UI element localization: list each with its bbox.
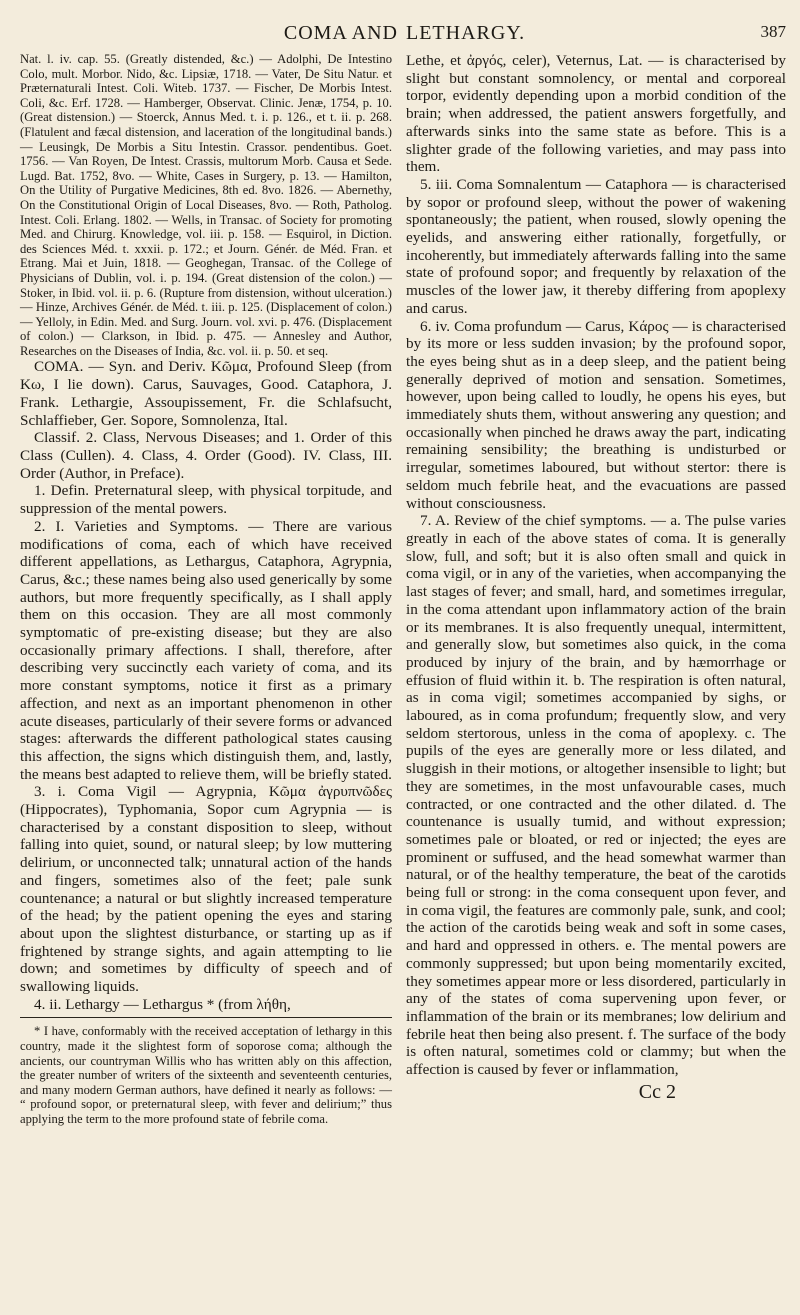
header-right-title: LETHARGY. [406, 22, 526, 44]
footnote-divider [20, 1017, 392, 1018]
header-left-title: COMA AND [283, 22, 398, 44]
signature-mark: Cc 2 [638, 1080, 676, 1103]
running-header [20, 22, 786, 48]
varieties-paragraph: 2. I. Varieties and Symptoms. — There are various modifications of coma, each of which have received different appellations, as Lethargus, Cataphora, Agrypnia, Carus, &c.; these names being also used generically by some authors, but more frequently specifically, as I shall apply them on this occasion. They are all most commonly symptomatic of pre-existing disease; but they are also occasionally primary affections. I shall, therefore, after describing very succinctly each variety of coma, and its more constant symptoms, notice it first as a primary affection, and next as an important phenomenon in other acute diseases, particularly of their severe forms or advanced stages: afterwards the different pathological states causing this affection, the signs which distinguish them, and, lastly, the means best adapted to relieve them, will be briefly stated. [20, 517, 392, 783]
classification-paragraph: Classif. 2. Class, Nervous Diseases; and 1. Order of this Class (Cullen). 4. Class, 4. Order (Good). IV. Class, III. Order (Author, in Preface). [20, 429, 392, 482]
definition-paragraph: 1. Defin. Preternatural sleep, with physical torpitude, and suppression of the mental powers. [20, 482, 392, 518]
two-columns [20, 52, 786, 1127]
left-column [20, 52, 392, 1127]
coma-vigil-paragraph: 3. i. Coma Vigil — Agrypnia, Kῶμα ἀγρυπνῶδες (Hippocrates), Typhomania, Sopor cum Agrypnia — is characterised by a constant disposition to sleep, without falling into quiet, sound, or natural sleep; by low muttering delirium, or unconnected talk; unnatural action of the hands and fingers, sometimes also of the feet; pale sunk countenance; a natural or but slightly increased temperature of the head; by the patient opening the eyes and staring about upon the slightest disturbance, or starting up as if frightened by strange sights, and again attempting to lie down; and sometimes by difficulty of speech and of swallowing liquids. [20, 783, 392, 996]
coma-profundum-paragraph: 6. iv. Coma profundum — Carus, Kάρος — is characterised by its more or less sudden invasion; by the profound sopor, the eyes being shut as in a deep sleep, and the patient being generally deprived of motion and sensation. Sometimes, however, upon being called to loudly, he opens his eyes, but immediately shuts them, without answering any question; and occasionally when pinched he draws away the part, indicating remaining sensibility; the breathing is undisturbed or irregular, sometimes laboured, but without stertor: there is seldom much febrile heat, and the evacuations are passed without consciousness. [406, 317, 786, 512]
lethargy-continued-paragraph: Lethe, et ἀργός, celer), Veternus, Lat. — is characterised by slight but constant somnolency, or mental and corporeal torpor, evidently depending upon a morbid condition of the brain; when addressed, the patient answers forgetfully, and afterwards sinks into the same state as before. This is a slighter grade of the following varieties, and may pass into them. [406, 52, 786, 176]
header-right [406, 22, 786, 45]
symptoms-review-paragraph: 7. A. Review of the chief symptoms. — a. The pulse varies greatly in each of the above states of coma. It is generally slow, full, and soft; but it is also often small and quick in coma vigil, or in any of the varieties, when accompanying the last stages of fever; and small, hard, and sometimes irregular, in the coma attendant upon inflammatory action of the brain or its membranes. It is also frequently unequal, intermittent, and generally slow, but sometimes also quick, in the coma produced by injury of the brain, and by hæmorrhage or effusion of fluid within it. b. The respiration is often natural, as in coma vigil; sometimes accompanied by sighs, or laboured, as in coma profundum; frequently slow, and very seldom stertorous, unless in the coma of apoplexy. c. The pupils of the eyes are generally more or less dilated, and sluggish in their motions, or altogether insensible to light; but they are sometimes, in the most unfavourable cases, much contracted, or one contracted and the other dilated. d. The countenance is usually tumid, and without expression; sometimes pale or bloated, or red or injected; the eyes are prominent or suffused, and the head somewhat warmer than natural, or of the healthy temperature, the beat of the carotids being full or strong: in the coma consequent upon fever, and in coma vigil, the features are commonly pale, sunk, and cool; the action of the carotids being weak and soft in some cases, and hard and oppressed in others. e. The mental powers are commonly suppressed; but upon being momentarily excited, they sometimes appear more or less disordered, particularly in any of the states of coma supervening upon fever, or inflammation of the brain or its membranes; low delirium and febrile heat then being also present. f. The surface of the body is often natural, sometimes cold or clammy; but when the affection is caused by fever or inflammation, [406, 512, 786, 1079]
right-column [406, 52, 786, 1127]
coma-synonyms-paragraph: COMA. — Syn. and Deriv. Kῶμα, Profound Sleep (from Kω, I lie down). Carus, Sauvages, Good. Cataphora, J. Frank. Lethargie, Assoupissement, Fr. die Schlafsucht, Schlaffieber, Ger. Sopore, Somnolenza, Ital. [20, 358, 392, 429]
bibliography-paragraph: Nat. l. iv. cap. 55. (Greatly distended, &c.) — Adolphi, De Intestino Colo, mult. Morbor. Nido, &c. Lipsiæ, 1718. — Vater, De Situ Natur. et Præternaturali Intest. Coli. Witeb. 1737. — Fischer, De Morbis Intest. Coli, &c. Erf. 1728. — Hamberger, Observat. Clinic. Jenæ, 1754, p. 10. (Great distension.) — Stoerck, Annus Med. t. i. p. 126., et t. ii. p. 268. (Flatulent and fæcal distension, and laceration of the longitudinal bands.) — Leusingk, De Morbis a Situ Intestin. Crassor. pendentibus. Goet. 1756. — Van Royen, De Intest. Crassis, multorum Morb. Causa et Sede. Lugd. Bat. 1752, 8vo. — White, Cases in Surgery, p. 13. — Hamilton, On the Utility of Purgative Medicines, 8th ed. 8vo. 1826. — Abernethy, On the Constitutional Origin of Local Diseases, 8vo. — Roth, Patholog. Intest. Coli. Erlang. 1802. — Wells, in Transac. of Society for promoting Med. and Chirurg. Knowledge, vol. iii. p. 158. — Esquirol, in Diction. des Sciences Méd. t. xxxii. p. 172.; et Journ. Génér. de Méd. Fran. et Etrang. Mai et Juin, 1818. — Geoghegan, Transac. of the College of Physicians of Dublin, vol. i. p. 194. (Great distension of the colon.) — Stoker, in Ibid. vol. ii. p. 6. (Rupture from distension, without ulceration.) — Hinze, Archives Génér. de Méd. t. iii. p. 125. (Displacement of colon.) — Yelloly, in Edin. Med. and Surg. Journ. vol. xvi. p. 476. (Displacement of colon.) — Clarkson, in Ibid. p. 475. — Annesley and Author, Researches on the Diseases of India, &c. vol. ii. p. 50. et seq. [20, 52, 392, 358]
footnote: * I have, conformably with the received acceptation of lethargy in this country, made it the slightest form of soporose coma; although the ancients, our countryman Willis who has written ably on this affection, the greater number of writers of the sixteenth and seventeenth centuries, and many modern German authors, have defined it nearly as follows: — “ profound sopor, or preternatural sleep, with fever and delirium;” thus applying the term to the more profound state of febrile coma. [20, 1024, 392, 1127]
coma-somnolentum-paragraph: 5. iii. Coma Somnalentum — Cataphora — is characterised by sopor or profound sleep, without the power of wakening spontaneously; the patient, when roused, slowly opening the eyelids, and answering either rationally, forgetfully, or incoherently, but immediately afterwards falling into the same state of profound sopor; and frequently by relaxation of the muscles of the lower jaw, it thereby differing from apoplexy and carus. [406, 175, 786, 317]
page-number: 387 [760, 22, 786, 41]
lethargy-paragraph: 4. ii. Lethargy — Lethargus * (from λήθη, [34, 995, 291, 1013]
